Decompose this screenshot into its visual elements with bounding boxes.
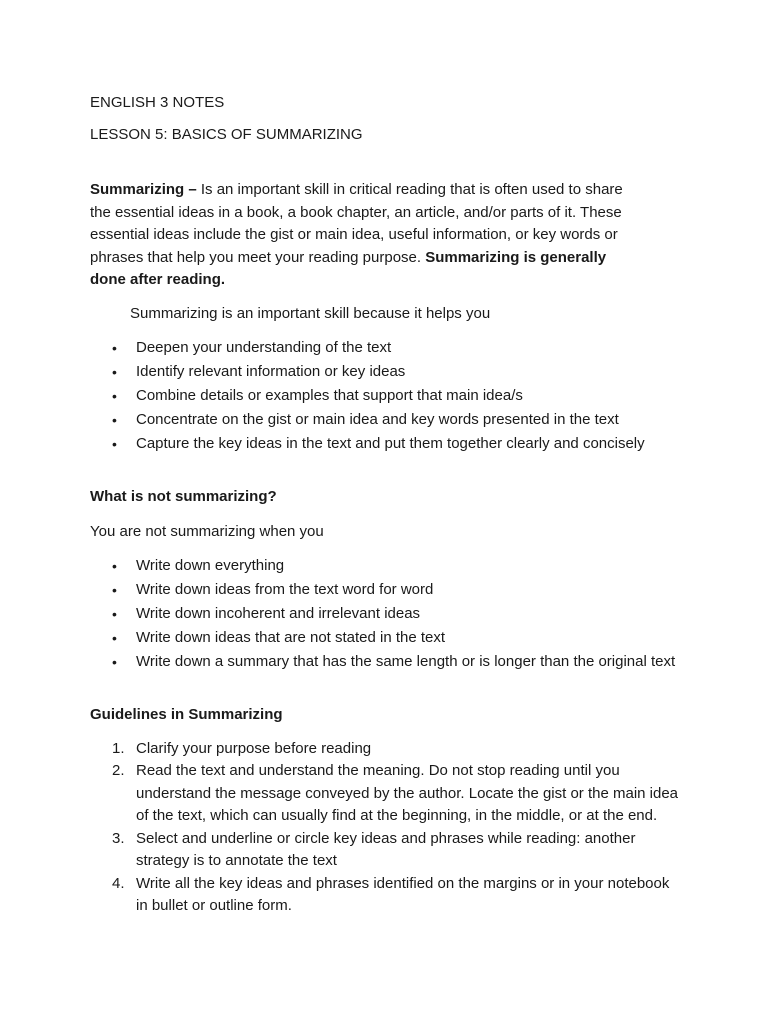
guideline-step <box>90 760 680 828</box>
guideline-step <box>90 738 680 761</box>
lesson-title: LESSON 5: BASICS OF SUMMARIZING <box>90 126 363 143</box>
list-item: • Concentrate on the gist or main idea and key words presented in the text <box>90 408 690 432</box>
guidelines-heading: Guidelines in Summarizing <box>90 705 283 723</box>
not-summarizing-lead: You are not summarizing when you <box>90 522 324 540</box>
list-item: • Identify relevant information or key ideas <box>90 360 690 384</box>
importance-list <box>90 336 690 456</box>
importance-lead: Summarizing is an important skill because it helps you <box>130 304 491 322</box>
list-item: • Combine details or examples that support that main idea/s <box>90 384 690 408</box>
step-number: 1. <box>112 739 125 757</box>
list-item: • Capture the key ideas in the text and put them together clearly and concisely <box>90 432 690 456</box>
list-item: • Deepen your understanding of the text <box>90 336 690 360</box>
step-text: Write all the key ideas and phrases identified on the margins or in your notebook in bullet or outline form. <box>136 874 670 914</box>
step-number: 2. <box>112 762 125 779</box>
step-number: 3. <box>112 829 125 847</box>
not-summarizing-heading: What is not summarizing? <box>90 487 277 505</box>
guidelines-list <box>90 738 680 918</box>
intro-paragraph <box>90 179 635 292</box>
intro-definition: Is an important skill in critical reading that is often used to share the essential ideas in a book, a book chapter, an article, and/or parts of it. These essential ideas include the gist or main idea, useful information, or key words or phrases that help you meet your reading purpose. <box>90 181 623 266</box>
list-item: • Write down everything <box>90 554 690 578</box>
list-item: • Write down ideas from the text word for word <box>90 578 690 602</box>
step-text: Read the text and understand the meaning. Do not stop reading until you understand the message conveyed by the author. Locate the gist or the main idea of the text, which can usually find at the beginning, in the middle, or at the end. <box>136 762 679 824</box>
document-title: ENGLISH 3 NOTES <box>90 94 225 111</box>
guideline-step <box>90 873 680 918</box>
intro-emphasis: Summarizing is generally done after reading. <box>90 248 607 288</box>
document-page <box>90 92 690 918</box>
guideline-step <box>90 828 680 873</box>
list-item: • Write down a summary that has the same length or is longer than the original text <box>90 650 690 674</box>
step-text: Clarify your purpose before reading <box>136 739 372 757</box>
list-item: • Write down incoherent and irrelevant ideas <box>90 602 690 626</box>
step-number: 4. <box>112 874 125 892</box>
step-text: Select and underline or circle key ideas and phrases while reading: another strategy is to annotate the text <box>136 829 636 869</box>
list-item: • Write down ideas that are not stated in the text <box>90 626 690 650</box>
intro-term: Summarizing – <box>90 181 197 198</box>
not-summarizing-list <box>90 554 690 674</box>
